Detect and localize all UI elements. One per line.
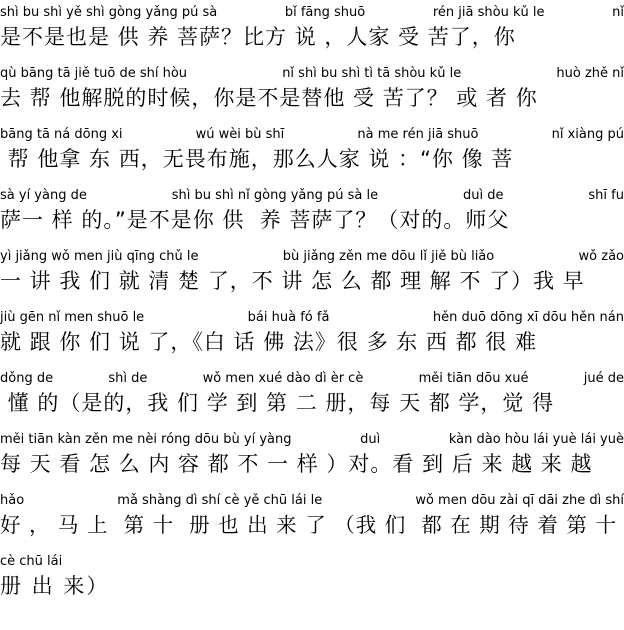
hanzi-segment: 每 天 看 怎 么 内 容 都 不 一 样 ）对。看 到 后 来 越 来 越 [0,452,593,476]
hanzi-segment: 是不是也是 供 养 菩萨？比方 说 ，人家 受 苦了，你 [0,25,516,49]
hanzi-line [0,22,624,52]
hanzi-line [0,83,624,113]
hanzi-segment: 一 讲 我 们 就 清 楚 了，不 讲 怎 么 都 理 解 不 了）我 早 [0,269,585,293]
hanzi-segment: 懂 的（是的，我 们 学 到 第 二 册，每 天 都 学，觉 得 [0,391,555,415]
pinyin-segment: wǒ men xué dào dì èr cè [202,371,364,386]
text-stanza [0,549,624,610]
pinyin-segment: wú wèi bù shī [195,127,285,142]
pinyin-segment: hǎo [0,493,25,508]
pinyin-line [0,492,624,510]
pinyin-segment: sà yí yàng de [0,188,87,203]
text-stanza [0,244,624,305]
hanzi-line [0,510,624,540]
pinyin-line [0,126,624,144]
pinyin-segment: wǒ men dōu zài qī dāi zhe dì shí [415,493,624,508]
text-stanza [0,183,624,244]
pinyin-segment: nǐ shì bu shì tì tā shòu kǔ le [282,66,462,81]
hanzi-line [0,571,624,601]
pinyin-segment: nǐ xiàng pú [551,127,624,142]
text-stanza [0,305,624,366]
pinyin-segment: duì de [463,188,504,203]
pinyin-line [0,187,624,205]
pinyin-segment: jiù gēn nǐ men shuō le [0,310,145,325]
pinyin-line [0,309,624,327]
text-stanza [0,61,624,122]
hanzi-segment: 帮 他拿 东 西，无畏布施，那么人家 说 ：“你 像 菩 [0,147,514,171]
pinyin-segment: měi tiān kàn zěn me nèi róng dōu bù yí yàng [0,432,292,447]
text-stanza [0,0,624,61]
pinyin-segment: duì [360,432,381,447]
pinyin-segment: bǐ fāng shuō [284,5,366,20]
hanzi-line [0,449,624,479]
pinyin-segment: yì jiǎng wǒ men jiù qīng chǔ le [0,249,199,264]
hanzi-segment: 萨一 样 的。”是不是你 供 养 菩萨了？（对的。师父 [0,208,510,232]
hanzi-segment: 就 跟 你 们 说 了，《白 话 佛 法》很 多 东 西 都 很 难 [0,330,537,354]
hanzi-segment: 好 ， 马 上 第 十 册 也 出 来 了 （我 们 都 在 期 待 着 第 十 [0,513,617,537]
pinyin-segment: kàn dào hòu lái yuè lái yuè [448,432,624,447]
pinyin-segment: cè chū lái [0,554,63,569]
pinyin-segment: rén jiā shòu kǔ le [432,5,545,20]
pinyin-segment: bù jiǎng zěn me dōu lǐ jiě bù liǎo [282,249,495,264]
text-stanza [0,366,624,427]
pinyin-segment: nǐ [612,5,624,20]
pinyin-line [0,4,624,22]
pinyin-segment: shì bu shì nǐ gòng yǎng pú sà le [171,188,379,203]
pinyin-segment: qù bāng tā jiě tuō de shí hòu [0,66,188,81]
hanzi-line [0,327,624,357]
pinyin-segment: wǒ zǎo [578,249,624,264]
text-stanza [0,488,624,549]
pinyin-line [0,431,624,449]
pinyin-line [0,370,624,388]
hanzi-line [0,144,624,174]
pinyin-segment: mǎ shàng dì shí cè yě chū lái le [117,493,323,508]
text-stanza [0,427,624,488]
hanzi-line [0,388,624,418]
pinyin-segment: huò zhě nǐ [556,66,624,81]
pinyin-segment: hěn duō dōng xī dōu hěn nán [432,310,624,325]
pinyin-segment: shì de [108,371,148,386]
pinyin-line [0,553,624,571]
pinyin-line [0,248,624,266]
text-stanza [0,122,624,183]
pinyin-segment: shì bu shì yě shì gòng yǎng pú sà [0,5,218,20]
pinyin-line [0,65,624,83]
pinyin-segment: shī fu [588,188,624,203]
hanzi-line [0,266,624,296]
pinyin-segment: bái huà fó fǎ [247,310,330,325]
pinyin-segment: měi tiān dōu xué [418,371,529,386]
hanzi-segment: 册 出 来） [0,574,110,598]
pinyin-segment: dǒng de [0,371,54,386]
pinyin-segment: nà me rén jiā shuō [357,127,479,142]
pinyin-segment: bāng tā ná dōng xi [0,127,123,142]
hanzi-segment: 去 帮 他解脱的时候，你是不是替他 受 苦了？ 或 者 你 [0,86,538,110]
pinyin-segment: jué de [583,371,624,386]
hanzi-line [0,205,624,235]
